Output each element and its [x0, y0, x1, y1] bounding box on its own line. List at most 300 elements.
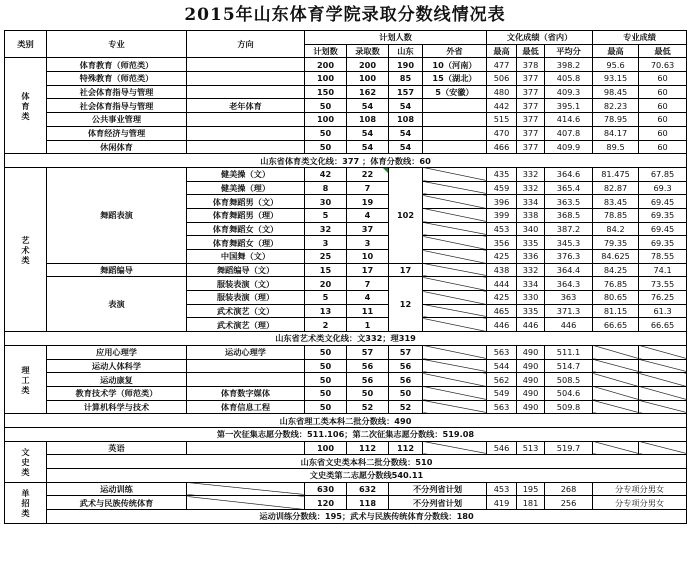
table-cell: 5（安徽）	[423, 85, 487, 99]
table-cell: 562	[487, 373, 517, 387]
table-cell: 老年体育	[187, 99, 305, 113]
table-cell: 体育教育（师范类）	[47, 58, 187, 72]
table-cell: 378	[517, 58, 545, 72]
table-cell: 60	[639, 113, 687, 127]
table-row	[5, 72, 687, 86]
empty-cell	[423, 304, 487, 318]
table-cell: 52	[347, 400, 389, 414]
empty-cell	[593, 359, 639, 373]
table-cell	[187, 441, 305, 455]
table-cell: 不分列省计划	[389, 496, 487, 510]
single-summary: 运动训练分数线：195；武术与民族传统体育分数线：180	[47, 510, 687, 524]
table-cell	[187, 126, 305, 140]
empty-cell	[423, 373, 487, 387]
table-cell: 不分列省计划	[389, 482, 487, 496]
table-cell	[187, 113, 305, 127]
header-row-1	[5, 31, 687, 45]
table-cell: 364.6	[545, 167, 593, 181]
table-cell: 体育舞蹈女（文）	[187, 222, 305, 236]
table-cell: 465	[487, 304, 517, 318]
table-cell: 446	[517, 318, 545, 332]
table-cell: 514.7	[545, 359, 593, 373]
page-title: 2015年山东体育学院录取分数线情况表	[184, 5, 506, 25]
table-cell: 181	[517, 496, 545, 510]
table-cell: 444	[487, 277, 517, 291]
category-pe: 体育类	[5, 58, 47, 154]
empty-cell	[593, 373, 639, 387]
table-cell: 425	[487, 250, 517, 264]
table-cell: 81.15	[593, 304, 639, 318]
table-cell: 57	[347, 345, 389, 359]
table-cell	[187, 359, 305, 373]
table-cell: 25	[305, 250, 347, 264]
table-cell: 477	[487, 58, 517, 72]
table-cell: 100	[305, 72, 347, 86]
table-cell: 335	[517, 304, 545, 318]
table-cell: 7	[347, 277, 389, 291]
table-cell: 社会体育指导与管理	[47, 99, 187, 113]
table-cell: 425	[487, 291, 517, 305]
table-row	[5, 263, 687, 277]
table-cell: 70.63	[639, 58, 687, 72]
table-cell: 546	[487, 441, 517, 455]
table-cell: 54	[347, 140, 389, 154]
empty-cell	[593, 386, 639, 400]
table-cell: 442	[487, 99, 517, 113]
empty-cell	[423, 181, 487, 195]
table-cell: 60	[639, 140, 687, 154]
table-cell: 56	[347, 359, 389, 373]
table-cell: 42	[305, 167, 347, 181]
table-cell: 78.85	[593, 208, 639, 222]
table-cell: 特殊教育（师范类）	[47, 72, 187, 86]
table-cell: 健美操（文）	[187, 167, 305, 181]
table-cell: 377	[517, 72, 545, 86]
table-row	[5, 386, 687, 400]
table-cell: 3	[305, 236, 347, 250]
table-cell: 50	[305, 345, 347, 359]
table-cell: 56	[347, 373, 389, 387]
table-row	[5, 496, 687, 510]
table-cell: 50	[305, 99, 347, 113]
table-cell: 运动康复	[47, 373, 187, 387]
table-cell: 544	[487, 359, 517, 373]
table-cell: 490	[517, 345, 545, 359]
table-cell: 80.65	[593, 291, 639, 305]
table-cell: 57	[389, 345, 423, 359]
table-cell: 332	[517, 263, 545, 277]
table-cell: 100	[305, 113, 347, 127]
table-cell: 分专项分男女	[593, 482, 687, 496]
empty-cell	[639, 386, 687, 400]
table-cell: 377	[517, 99, 545, 113]
table-cell: 武术演艺（理）	[187, 318, 305, 332]
perf-major: 表演	[47, 277, 187, 332]
table-cell: 60	[639, 85, 687, 99]
empty-cell	[423, 441, 487, 455]
table-row	[5, 167, 687, 181]
dance-major: 舞蹈表演	[47, 167, 187, 263]
table-cell: 470	[487, 126, 517, 140]
header-plan-num: 计划数	[305, 44, 347, 58]
table-cell	[423, 113, 487, 127]
table-cell: 419	[487, 496, 517, 510]
table-cell: 体育舞蹈男（文）	[187, 195, 305, 209]
table-cell: 服装表演（文）	[187, 277, 305, 291]
table-cell: 22	[347, 167, 389, 181]
table-cell: 休闲体育	[47, 140, 187, 154]
table-cell: 549	[487, 386, 517, 400]
lib-summary-2: 文史类第二志愿分数线540.11	[47, 469, 687, 483]
table-cell: 453	[487, 482, 517, 496]
table-cell: 190	[389, 58, 423, 72]
table-cell: 399	[487, 208, 517, 222]
header-pro: 专业成绩	[593, 31, 687, 45]
empty-cell	[593, 441, 639, 455]
table-cell: 335	[517, 236, 545, 250]
table-cell: 60	[639, 126, 687, 140]
table-cell: 511.1	[545, 345, 593, 359]
table-cell: 54	[389, 140, 423, 154]
pe-summary: 山东省体育类文化线：377 ；体育分数线：60	[5, 154, 687, 168]
header-outside: 外省	[423, 44, 487, 58]
table-cell: 武术演艺（文）	[187, 304, 305, 318]
table-cell: 体育信息工程	[187, 400, 305, 414]
table-cell: 332	[517, 167, 545, 181]
table-cell: 计算机科学与技术	[47, 400, 187, 414]
table-cell: 82.23	[593, 99, 639, 113]
table-cell: 11	[347, 304, 389, 318]
table-cell: 435	[487, 167, 517, 181]
outside-empty	[423, 167, 487, 181]
empty-cell	[639, 400, 687, 414]
empty-cell	[423, 208, 487, 222]
table-cell: 334	[517, 277, 545, 291]
table-cell: 69.35	[639, 236, 687, 250]
table-cell: 56	[389, 373, 423, 387]
table-cell: 82.87	[593, 181, 639, 195]
table-cell: 60	[639, 99, 687, 113]
summary-row	[5, 469, 687, 483]
choreo-major: 舞蹈编导	[47, 263, 187, 277]
table-cell: 运动训练	[47, 482, 187, 496]
header-shandong: 山东	[389, 44, 423, 58]
table-cell: 15（湖北）	[423, 72, 487, 86]
empty-cell	[593, 345, 639, 359]
table-cell: 100	[347, 72, 389, 86]
table-row	[5, 85, 687, 99]
table-cell: 84.2	[593, 222, 639, 236]
table-cell: 1	[347, 318, 389, 332]
table-cell: 84.25	[593, 263, 639, 277]
table-cell: 69.45	[639, 195, 687, 209]
header-max: 最高	[487, 44, 517, 58]
table-cell: 157	[389, 85, 423, 99]
table-row	[5, 113, 687, 127]
table-cell: 17	[347, 263, 389, 277]
table-cell: 50	[305, 140, 347, 154]
empty-cell	[423, 277, 487, 291]
lib-summary-1: 山东省文史类本科二批分数线：510	[47, 455, 687, 469]
table-cell: 364.3	[545, 277, 593, 291]
table-cell: 356	[487, 236, 517, 250]
table-cell: 200	[305, 58, 347, 72]
table-cell: 50	[305, 359, 347, 373]
table-cell: 506	[487, 72, 517, 86]
category-lib: 文史类	[5, 441, 47, 482]
table-cell: 应用心理学	[47, 345, 187, 359]
category-single: 单招类	[5, 482, 47, 523]
table-cell: 83.45	[593, 195, 639, 209]
table-cell: 50	[305, 400, 347, 414]
table-cell: 396	[487, 195, 517, 209]
table-cell: 69.35	[639, 208, 687, 222]
table-cell	[423, 140, 487, 154]
table-cell: 108	[347, 113, 389, 127]
empty-cell	[423, 250, 487, 264]
table-cell: 345.3	[545, 236, 593, 250]
table-cell: 200	[347, 58, 389, 72]
table-cell: 334	[517, 195, 545, 209]
table-cell: 515	[487, 113, 517, 127]
category-art: 艺术类	[5, 167, 47, 331]
header-major: 专业	[47, 31, 187, 58]
table-cell: 50	[389, 386, 423, 400]
summary-row	[5, 455, 687, 469]
empty-cell	[423, 386, 487, 400]
table-cell: 95.6	[593, 58, 639, 72]
table-cell: 490	[517, 359, 545, 373]
table-row	[5, 99, 687, 113]
table-cell: 4	[347, 291, 389, 305]
table-cell: 365.4	[545, 181, 593, 195]
table-cell: 13	[305, 304, 347, 318]
table-cell: 377	[517, 85, 545, 99]
table-cell: 93.15	[593, 72, 639, 86]
table-cell: 632	[347, 482, 389, 496]
table-cell: 509.8	[545, 400, 593, 414]
table-cell: 5	[305, 291, 347, 305]
table-cell: 7	[347, 181, 389, 195]
table-cell: 332	[517, 181, 545, 195]
table-cell: 84.17	[593, 126, 639, 140]
choreo-shandong: 17	[389, 263, 423, 277]
table-cell: 377	[517, 126, 545, 140]
table-cell: 20	[305, 277, 347, 291]
table-cell: 61.3	[639, 304, 687, 318]
table-cell: 服装表演（理）	[187, 291, 305, 305]
table-cell: 195	[517, 482, 545, 496]
empty-cell	[423, 345, 487, 359]
table-cell: 409.3	[545, 85, 593, 99]
table-cell: 74.1	[639, 263, 687, 277]
table-cell: 118	[347, 496, 389, 510]
table-cell: 268	[545, 482, 593, 496]
empty-cell	[423, 222, 487, 236]
empty-cell	[187, 496, 305, 510]
empty-cell	[423, 400, 487, 414]
empty-cell	[187, 482, 305, 496]
table-cell: 150	[305, 85, 347, 99]
table-cell: 162	[347, 85, 389, 99]
table-cell: 健美操（理）	[187, 181, 305, 195]
header-avg: 平均分	[545, 44, 593, 58]
table-cell: 504.6	[545, 386, 593, 400]
table-cell: 490	[517, 373, 545, 387]
table-row	[5, 58, 687, 72]
table-cell: 体育舞蹈男（理）	[187, 208, 305, 222]
table-cell	[423, 99, 487, 113]
table-cell: 490	[517, 400, 545, 414]
table-row	[5, 373, 687, 387]
table-cell: 363	[545, 291, 593, 305]
table-cell: 76.85	[593, 277, 639, 291]
table-cell: 54	[389, 99, 423, 113]
table-cell: 10	[347, 250, 389, 264]
table-cell: 387.2	[545, 222, 593, 236]
table-cell: 37	[347, 222, 389, 236]
art-summary: 山东省艺术类文化线：文332；理319	[5, 332, 687, 346]
table-cell: 108	[389, 113, 423, 127]
table-cell: 466	[487, 140, 517, 154]
table-cell: 19	[347, 195, 389, 209]
empty-cell	[423, 236, 487, 250]
table-cell: 368.5	[545, 208, 593, 222]
table-cell: 武术与民族传统体育	[47, 496, 187, 510]
table-cell: 398.2	[545, 58, 593, 72]
summary-row	[5, 154, 687, 168]
table-cell: 3	[347, 236, 389, 250]
table-cell: 438	[487, 263, 517, 277]
table-cell: 69.45	[639, 222, 687, 236]
empty-cell	[639, 345, 687, 359]
table-cell: 336	[517, 250, 545, 264]
header-pro-max: 最高	[593, 44, 639, 58]
empty-cell	[423, 359, 487, 373]
table-cell: 112	[347, 441, 389, 455]
header-plan: 计划人数	[305, 31, 487, 45]
table-cell: 377	[517, 113, 545, 127]
table-cell: 563	[487, 400, 517, 414]
header-admit: 录取数	[347, 44, 389, 58]
sci-summary-1: 山东省理工类本科二批分数线：490	[5, 414, 687, 428]
table-cell: 社会体育指导与管理	[47, 85, 187, 99]
table-cell	[187, 140, 305, 154]
table-cell: 508.5	[545, 373, 593, 387]
summary-row	[5, 414, 687, 428]
empty-cell	[639, 359, 687, 373]
table-cell: 8	[305, 181, 347, 195]
header-culture: 文化成绩（省内）	[487, 31, 593, 45]
table-row	[5, 126, 687, 140]
table-cell: 73.55	[639, 277, 687, 291]
table-cell: 52	[389, 400, 423, 414]
table-cell: 60	[639, 72, 687, 86]
table-cell: 453	[487, 222, 517, 236]
table-cell: 79.35	[593, 236, 639, 250]
table-cell: 英语	[47, 441, 187, 455]
table-cell: 体育经济与管理	[47, 126, 187, 140]
table-cell: 4	[347, 208, 389, 222]
table-cell: 409.9	[545, 140, 593, 154]
table-cell: 2	[305, 318, 347, 332]
sci-summary-2: 第一次征集志愿分数线：511.106；第二次征集志愿分数线：519.08	[5, 427, 687, 441]
table-cell: 81.475	[593, 167, 639, 181]
table-cell: 30	[305, 195, 347, 209]
table-cell: 32	[305, 222, 347, 236]
empty-cell	[423, 195, 487, 209]
table-row	[5, 277, 687, 291]
dance-shandong: 102	[389, 167, 423, 263]
table-cell: 256	[545, 496, 593, 510]
table-cell: 363.5	[545, 195, 593, 209]
table-cell: 50	[347, 386, 389, 400]
table-cell: 405.8	[545, 72, 593, 86]
table-cell: 371.3	[545, 304, 593, 318]
perf-shandong: 12	[389, 277, 423, 332]
header-pro-min: 最低	[639, 44, 687, 58]
empty-cell	[639, 373, 687, 387]
table-cell: 407.8	[545, 126, 593, 140]
table-cell: 120	[305, 496, 347, 510]
admission-table	[4, 30, 687, 524]
table-cell	[423, 126, 487, 140]
table-cell: 98.45	[593, 85, 639, 99]
table-cell: 66.65	[593, 318, 639, 332]
table-cell: 376.3	[545, 250, 593, 264]
table-cell: 54	[347, 99, 389, 113]
table-cell: 体育数字媒体	[187, 386, 305, 400]
table-cell	[187, 72, 305, 86]
empty-cell	[593, 400, 639, 414]
table-cell: 330	[517, 291, 545, 305]
table-cell: 54	[389, 126, 423, 140]
table-cell: 分专项分男女	[593, 496, 687, 510]
table-cell: 490	[517, 386, 545, 400]
table-cell: 446	[487, 318, 517, 332]
table-cell: 480	[487, 85, 517, 99]
table-cell	[187, 58, 305, 72]
table-row	[5, 400, 687, 414]
table-cell: 78.95	[593, 113, 639, 127]
table-cell: 66.65	[639, 318, 687, 332]
table-cell: 教育技术学（师范类）	[47, 386, 187, 400]
table-cell: 50	[305, 373, 347, 387]
table-cell: 89.5	[593, 140, 639, 154]
empty-cell	[639, 441, 687, 455]
table-cell: 377	[517, 140, 545, 154]
empty-cell	[423, 263, 487, 277]
table-cell: 5	[305, 208, 347, 222]
table-row	[5, 441, 687, 455]
table-cell: 395.1	[545, 99, 593, 113]
summary-row	[5, 427, 687, 441]
table-cell: 运动心理学	[187, 345, 305, 359]
summary-row	[5, 510, 687, 524]
empty-cell	[423, 318, 487, 332]
category-sci: 理工类	[5, 345, 47, 413]
table-row	[5, 140, 687, 154]
table-cell: 10（河南）	[423, 58, 487, 72]
table-cell: 563	[487, 345, 517, 359]
table-cell: 630	[305, 482, 347, 496]
table-cell	[187, 373, 305, 387]
table-row	[5, 482, 687, 496]
table-cell: 340	[517, 222, 545, 236]
table-cell: 56	[389, 359, 423, 373]
table-cell: 舞蹈编导（文）	[187, 263, 305, 277]
table-cell: 338	[517, 208, 545, 222]
